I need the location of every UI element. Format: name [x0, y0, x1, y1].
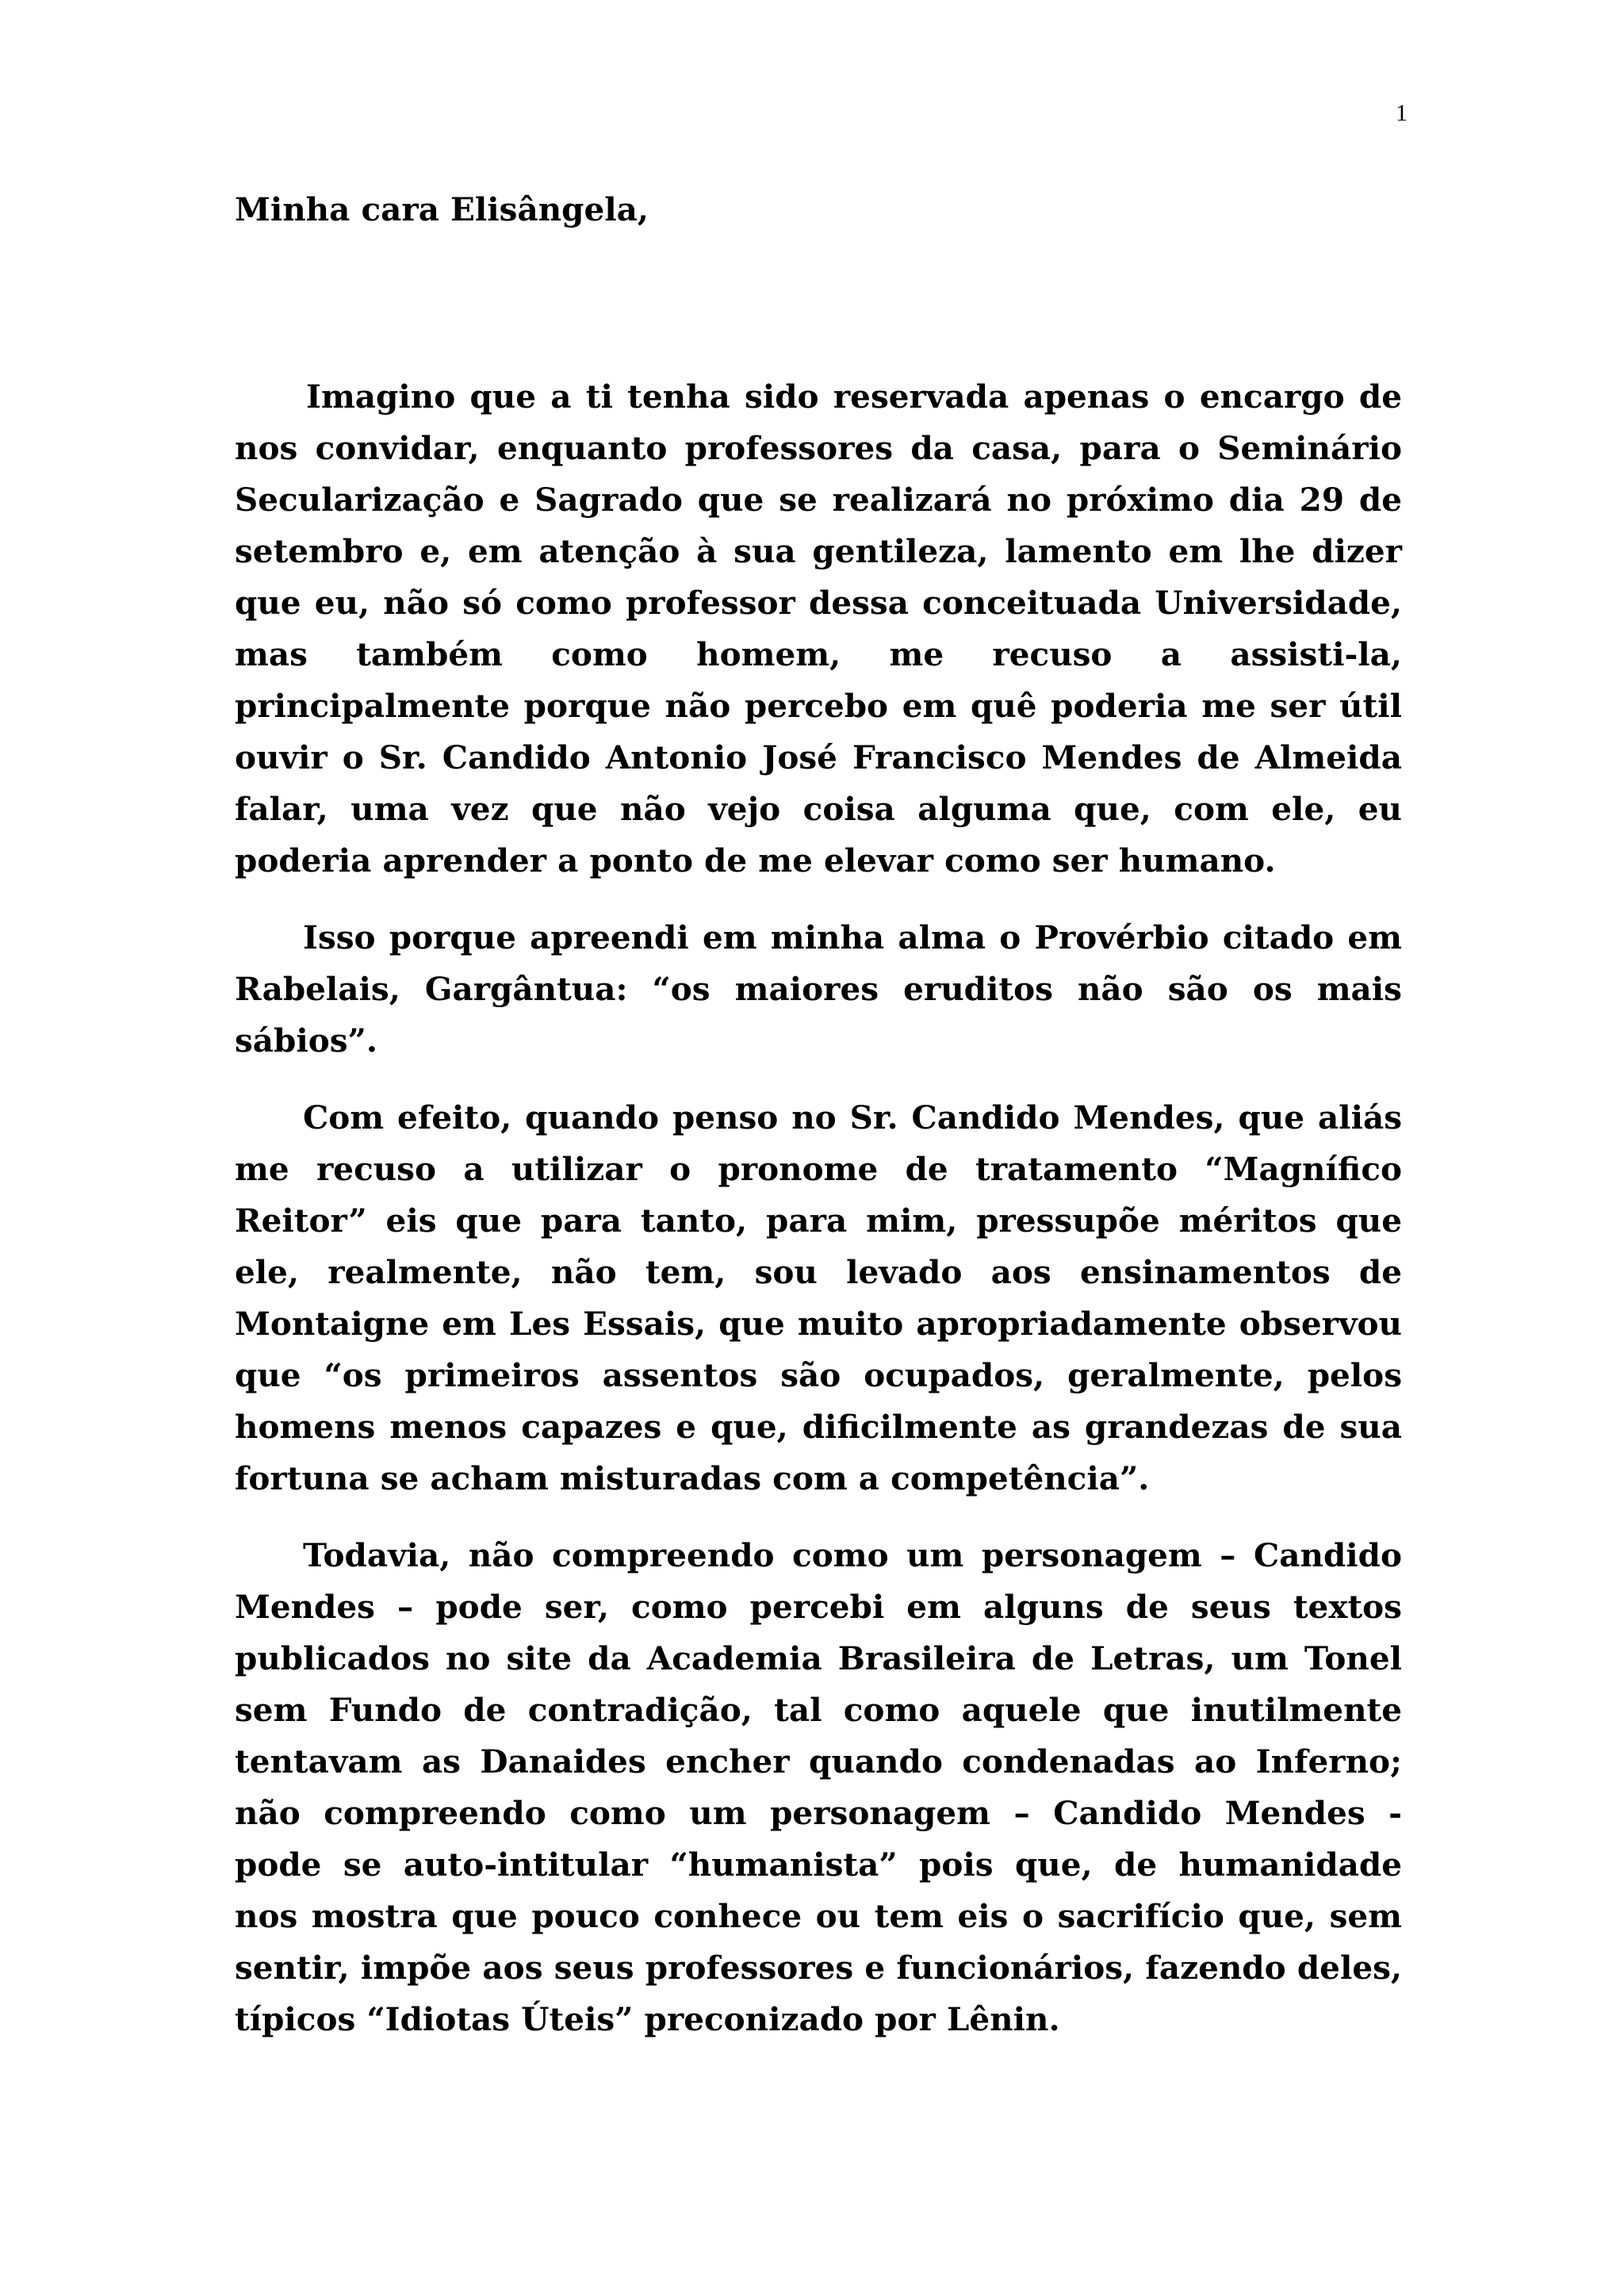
- page-number: 1: [1396, 100, 1408, 126]
- salutation: Minha cara Elisângela,: [235, 190, 649, 228]
- letter-paragraph: Todavia, não compreendo como um personagem – Candido Mendes – pode ser, como percebi em alguns de seus textos publicados no site da Academia Brasileira de Letras, um Tonel sem Fundo de contradição, tal como aquele que inutilmente tentavam as Danaides encher quando condenadas ao Inferno; não compreendo como um personagem – Candido Mendes ‐ pode se auto-intitular “humanista” pois que, de humanidade nos mostra que pouco conhece ou tem eis o sacrifício que, sem sentir, impõe aos seus professores e funcionários, fazendo deles, típicos “Idiotas Úteis” preconizado por Lênin.: [235, 1536, 1402, 2038]
- letter-paragraph: Com efeito, quando penso no Sr. Candido Mendes, que aliás me recuso a utilizar o pronome de tratamento “Magnífico Reitor” eis que para tanto, para mim, pressupõe méritos que ele, realmente, não tem, sou levado aos ensinamentos de Montaigne em Les Essais, que muito apropriadamente observou que “os primeiros assentos são ocupados, geralmente, pelos homens menos capazes e que, dificilmente as grandezas de sua fortuna se acham misturadas com a competência”.: [235, 1098, 1402, 1497]
- letter-paragraph: Imagino que a ti tenha sido reservada apenas o encargo de nos convidar, enquanto professores da casa, para o Seminário Secularização e Sagrado que se realizará no próximo dia 29 de setembro e, em atenção à sua gentileza, lamento em lhe dizer que eu, não só como professor dessa conceituada Universidade, mas também como homem, me recuso a assisti-la, principalmente porque não percebo em quê poderia me ser útil ouvir o Sr. Candido Antonio José Francisco Mendes de Almeida falar, uma vez que não vejo coisa alguma que, com ele, eu poderia aprender a ponto de me elevar como ser humano.: [235, 378, 1402, 880]
- letter-body: [235, 184, 1402, 2045]
- letter-paragraph: Isso porque apreendi em minha alma o Provérbio citado em Rabelais, Gargântua: “os maiores eruditos não são os mais sábios”.: [235, 918, 1402, 1060]
